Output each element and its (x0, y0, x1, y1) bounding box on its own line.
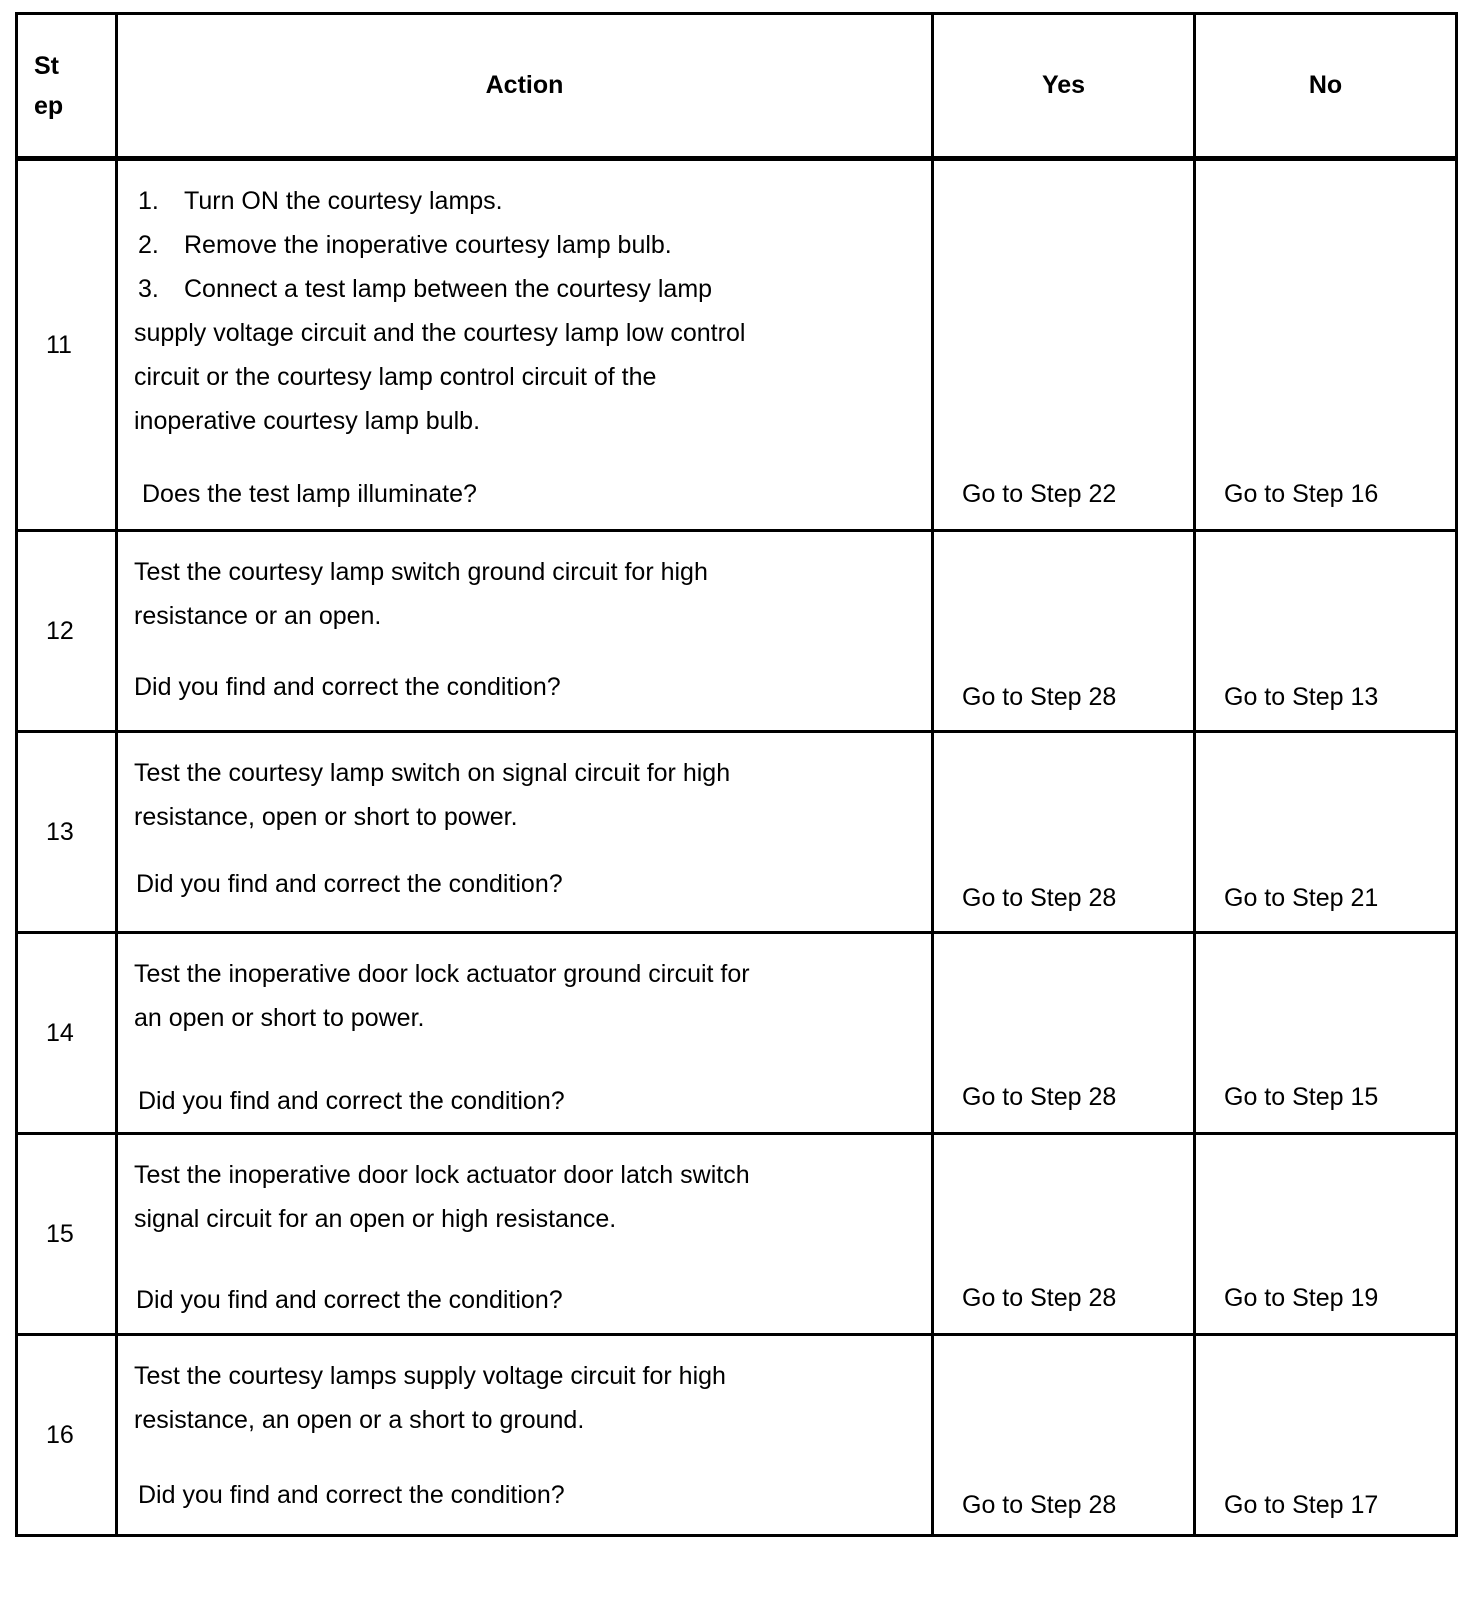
instruction-line: Test the courtesy lamp switch ground circuit for high (134, 558, 708, 586)
instruction-line: resistance, open or short to power. (134, 803, 518, 831)
header-step-line2: ep (34, 91, 64, 120)
no-cell (1195, 933, 1457, 1134)
header-step-line1: St (34, 51, 59, 80)
action-instructions (134, 1153, 841, 1241)
action-instructions (134, 952, 841, 1040)
table-row (17, 732, 1457, 933)
header-row (17, 14, 1457, 159)
action-question: Did you find and correct the condition? (136, 1286, 563, 1314)
instruction-line: resistance, an open or a short to ground. (134, 1406, 585, 1434)
step-number: 16 (17, 1335, 117, 1536)
yes-goto-link: Go to Step 22 (962, 480, 1117, 508)
no-goto-link: Go to Step 15 (1224, 1083, 1379, 1111)
instruction-line: Test the courtesy lamp switch on signal circuit for high (134, 759, 731, 787)
no-cell (1195, 1335, 1457, 1536)
instruction-item (134, 179, 841, 223)
no-goto-link: Go to Step 21 (1224, 884, 1379, 912)
no-goto-link: Go to Step 19 (1224, 1284, 1379, 1312)
yes-goto-link: Go to Step 28 (962, 1284, 1117, 1312)
yes-goto-link: Go to Step 28 (962, 884, 1117, 912)
yes-goto-link: Go to Step 28 (962, 1491, 1117, 1519)
instruction-line: resistance or an open. (134, 602, 382, 630)
no-cell (1195, 1134, 1457, 1335)
no-goto-link: Go to Step 13 (1224, 683, 1379, 711)
yes-goto-link: Go to Step 28 (962, 1083, 1117, 1111)
step-number: 11 (17, 159, 117, 531)
instruction-continuation: inoperative courtesy lamp bulb. (134, 407, 481, 435)
action-question: Does the test lamp illuminate? (142, 480, 477, 508)
instruction-continuation: circuit or the courtesy lamp control circuit of the (134, 363, 657, 391)
header-yes: Yes (933, 14, 1195, 159)
table-row (17, 531, 1457, 732)
instruction-list (134, 179, 841, 311)
action-question: Did you find and correct the condition? (138, 1481, 565, 1509)
action-instructions (134, 751, 841, 839)
table-row (17, 1134, 1457, 1335)
yes-goto-link: Go to Step 28 (962, 683, 1117, 711)
yes-cell (933, 1335, 1195, 1536)
action-question: Did you find and correct the condition? (134, 673, 561, 701)
diagnostic-table (15, 12, 1458, 1537)
step-number: 12 (17, 531, 117, 732)
action-cell (117, 732, 933, 933)
instruction-continuation: supply voltage circuit and the courtesy lamp low control (134, 319, 746, 347)
table-row (17, 159, 1457, 531)
no-goto-link: Go to Step 16 (1224, 480, 1379, 508)
action-cell (117, 531, 933, 732)
instruction-number: 2. (138, 231, 159, 259)
action-cell (117, 1134, 933, 1335)
instruction-number: 1. (138, 187, 159, 215)
header-action: Action (117, 14, 933, 159)
instruction-item (134, 223, 841, 267)
instruction-line: Test the inoperative door lock actuator ground circuit for (134, 960, 750, 988)
no-cell (1195, 732, 1457, 933)
step-number: 14 (17, 933, 117, 1134)
instruction-number: 3. (138, 275, 159, 303)
yes-cell (933, 531, 1195, 732)
no-goto-link: Go to Step 17 (1224, 1491, 1379, 1519)
action-cell (117, 159, 933, 531)
no-cell (1195, 159, 1457, 531)
step-number: 15 (17, 1134, 117, 1335)
instruction-item (134, 267, 841, 311)
yes-cell (933, 159, 1195, 531)
action-question: Did you find and correct the condition? (136, 870, 563, 898)
header-step (17, 14, 117, 159)
header-no: No (1195, 14, 1457, 159)
instruction-line: Test the inoperative door lock actuator door latch switch (134, 1161, 750, 1189)
table-row (17, 933, 1457, 1134)
instruction-text: Connect a test lamp between the courtesy lamp (184, 275, 713, 303)
instruction-line: an open or short to power. (134, 1004, 425, 1032)
table-row (17, 1335, 1457, 1536)
action-cell (117, 1335, 933, 1536)
action-instructions (134, 1354, 841, 1442)
action-instructions (134, 550, 841, 638)
action-question: Did you find and correct the condition? (138, 1087, 565, 1115)
action-instructions (134, 179, 841, 443)
action-cell (117, 933, 933, 1134)
yes-cell (933, 933, 1195, 1134)
instruction-text: Remove the inoperative courtesy lamp bulb. (184, 231, 672, 259)
yes-cell (933, 1134, 1195, 1335)
instruction-line: signal circuit for an open or high resistance. (134, 1205, 617, 1233)
step-number: 13 (17, 732, 117, 933)
instruction-line: Test the courtesy lamps supply voltage circuit for high (134, 1362, 726, 1390)
no-cell (1195, 531, 1457, 732)
instruction-text: Turn ON the courtesy lamps. (184, 187, 503, 215)
yes-cell (933, 732, 1195, 933)
